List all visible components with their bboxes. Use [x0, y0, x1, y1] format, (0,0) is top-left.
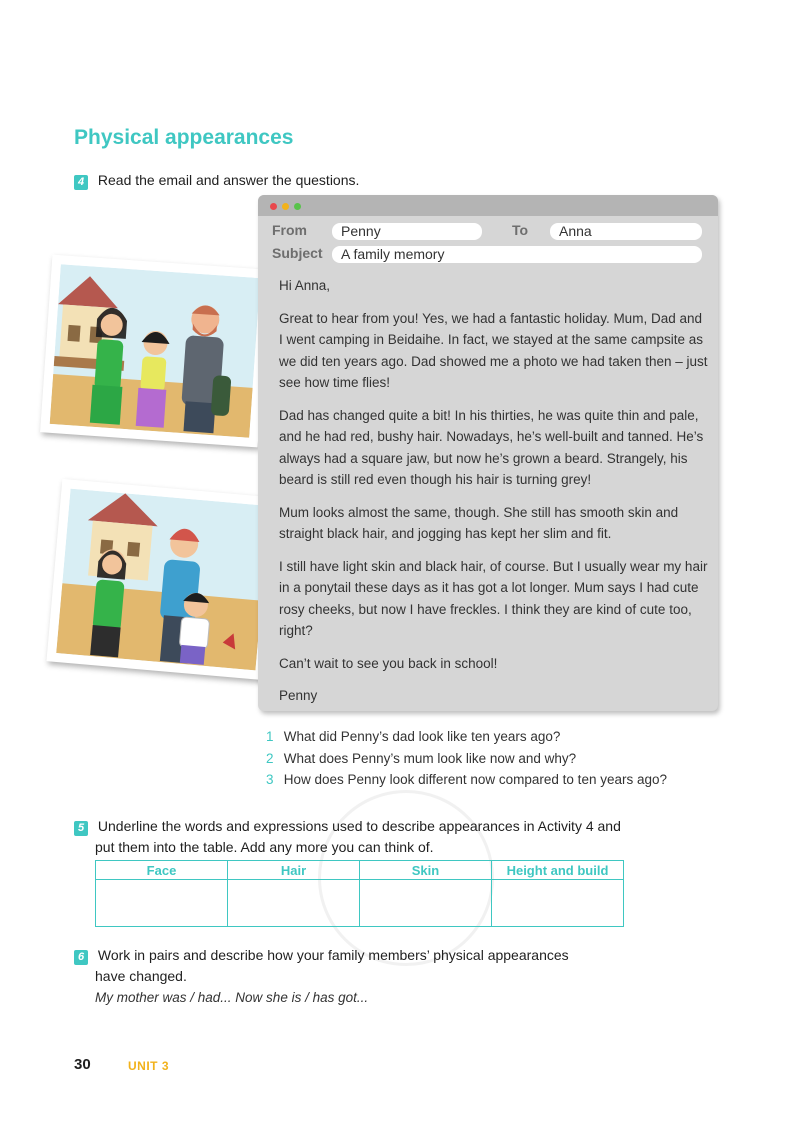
- activity-4-instruction-row: [74, 170, 359, 191]
- activity-6-instruction-row: [74, 945, 569, 966]
- table-header-row: [96, 861, 624, 880]
- activity-6-example: My mother was / had... Now she is / has got...: [95, 990, 369, 1005]
- activity-5-number: 5: [74, 821, 88, 836]
- table-header-skin: Skin: [360, 861, 492, 880]
- table-cell-skin[interactable]: [360, 880, 492, 927]
- activity-5-instruction-line-1: Underline the words and expressions used to describe appearances in Activity 4 and: [97, 818, 621, 834]
- question-number: 1: [266, 729, 274, 744]
- question-item: [266, 769, 667, 791]
- subject-label: Subject: [272, 245, 323, 261]
- from-label: From: [272, 222, 307, 238]
- table-header-hair: Hair: [228, 861, 360, 880]
- question-item: [266, 748, 667, 770]
- question-text: How does Penny look different now compared to ten years ago?: [283, 772, 667, 787]
- section-title: Physical appearances: [74, 126, 294, 149]
- email-paragraph-4: I still have light skin and black hair, of course. But I usually wear my hair in a ponytail these days as it has got a lot longer. Mum says I had cute rosy cheeks, but now I have freckles. I think they are kind of cute too, right?: [279, 558, 708, 638]
- activity-4-instruction: Read the email and answer the questions.: [97, 172, 360, 188]
- email-window: [258, 195, 718, 711]
- to-label: To: [512, 222, 529, 238]
- email-paragraph-5: Can’t wait to see you back in school!: [279, 655, 498, 671]
- page-number: 30: [74, 1056, 91, 1073]
- unit-label: UNIT 3: [128, 1059, 170, 1073]
- from-field: Penny: [332, 223, 482, 240]
- activity-6-instruction-line-2: have changed.: [95, 968, 187, 984]
- question-list: [266, 726, 667, 791]
- family-photo-then-illustration: [56, 489, 270, 671]
- email-paragraph-3: Mum looks almost the same, though. She still has smooth skin and straight black hair, and jogging has kept her slim and fit.: [279, 504, 679, 541]
- family-photo-now: [40, 255, 270, 448]
- email-title-bar: [258, 195, 718, 216]
- activity-5-instruction-line-2: put them into the table. Add any more you can think of.: [95, 839, 434, 855]
- email-signoff: Penny: [279, 688, 318, 703]
- activity-5-instruction-row: [74, 816, 621, 837]
- table-cell-hair[interactable]: [228, 880, 360, 927]
- to-field: Anna: [550, 223, 702, 240]
- close-window-dot-icon: [270, 203, 277, 210]
- email-greeting: Hi Anna,: [279, 278, 331, 293]
- appearance-table: [95, 860, 624, 927]
- table-header-height-and-build: Height and build: [492, 861, 624, 880]
- table-row: [96, 880, 624, 927]
- question-number: 3: [266, 772, 274, 787]
- table-cell-height-and-build[interactable]: [492, 880, 624, 927]
- question-text: What does Penny’s mum look like now and why?: [283, 750, 577, 766]
- maximize-window-dot-icon: [294, 203, 301, 210]
- email-paragraph-2: Dad has changed quite a bit! In his thirties, he was quite thin and pale, and he had red, bushy hair. Nowadays, he’s well-built and tanned. He’s always had a square jaw, but now he’s grown a beard. Strangely, his beard is still red even though his hair is turning grey!: [279, 407, 704, 487]
- question-number: 2: [266, 750, 274, 766]
- family-photo-now-illustration: [50, 264, 261, 438]
- activity-4-number: 4: [74, 175, 88, 190]
- question-text: What did Penny’s dad look like ten years ago?: [283, 729, 561, 744]
- question-item: [266, 726, 667, 748]
- table-cell-face[interactable]: [96, 880, 228, 927]
- email-paragraph-1: Great to hear from you! Yes, we had a fantastic holiday. Mum, Dad and I went camping in Beidaihe. In fact, we stayed at the same campsite as we did ten years ago. Dad showed me a photo we had taken then – just see how time flies!: [279, 310, 708, 390]
- activity-6-instruction-line-1: Work in pairs and describe how your family members’ physical appearances: [97, 947, 569, 963]
- activity-6-number: 6: [74, 950, 88, 965]
- subject-field: A family memory: [332, 246, 702, 263]
- table-header-face: Face: [96, 861, 228, 880]
- email-body: [279, 275, 709, 718]
- minimize-window-dot-icon: [282, 203, 289, 210]
- family-photo-ten-years-ago: [46, 479, 279, 680]
